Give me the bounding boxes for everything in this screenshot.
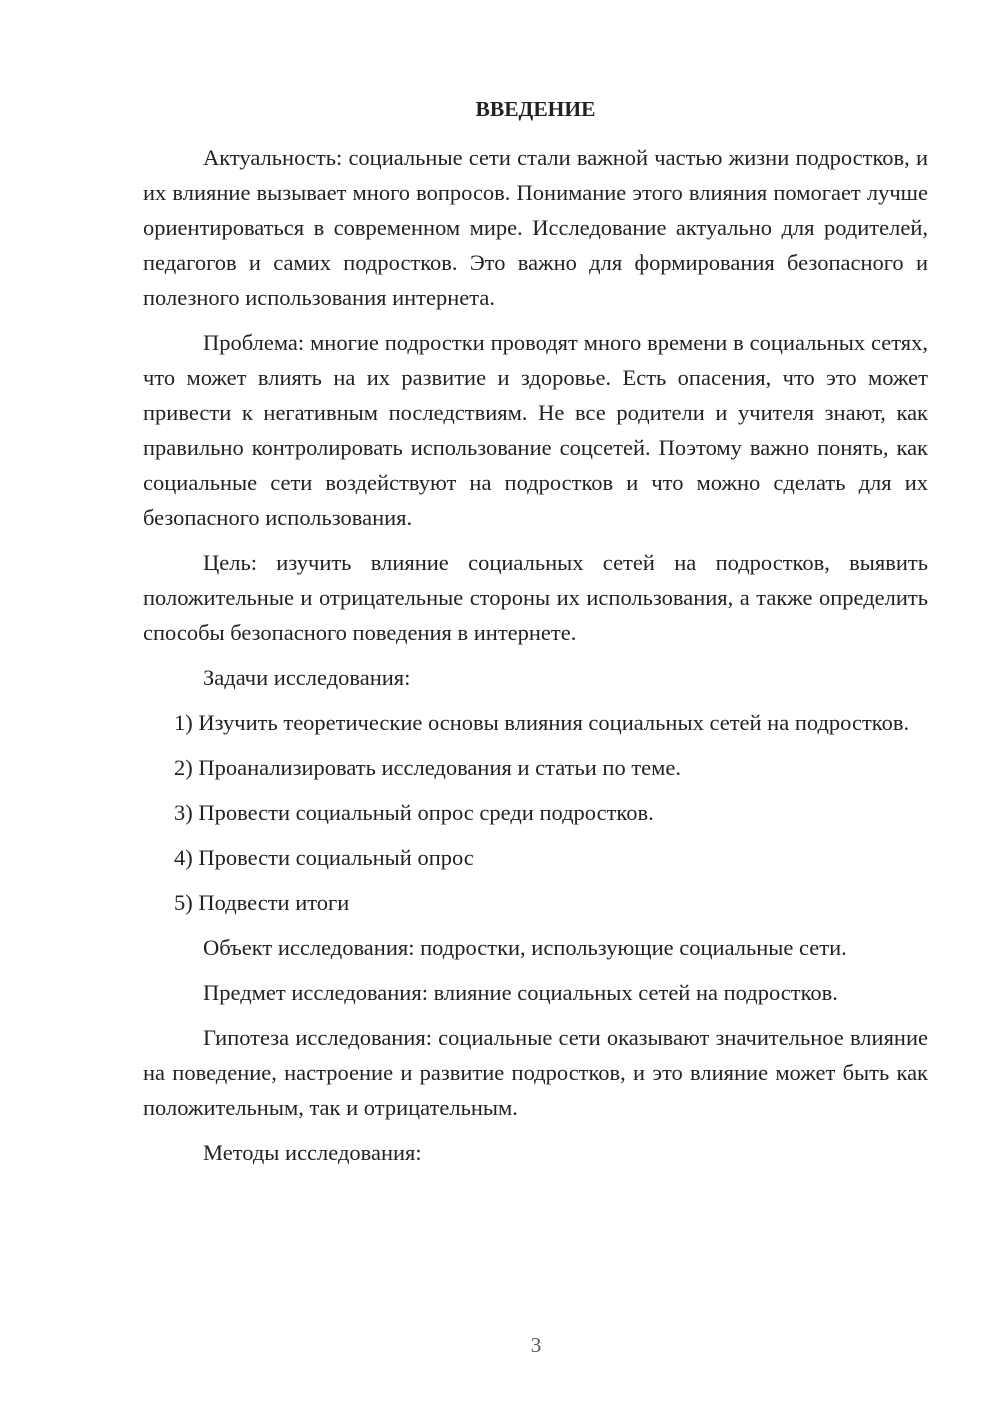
page-title: ВВЕДЕНИЕ <box>475 97 596 121</box>
task-item: 2) Проанализировать исследования и статьи по теме. <box>174 755 681 780</box>
methods-heading: Методы исследования: <box>203 1140 422 1165</box>
task-item: 5) Подвести итоги <box>174 890 350 915</box>
page-content <box>143 92 928 1180</box>
task-item: 3) Провести социальный опрос среди подростков. <box>174 800 654 825</box>
page-number: 3 <box>530 1333 542 1357</box>
subject-paragraph: Предмет исследования: влияние социальных сетей на подростков. <box>203 980 838 1005</box>
task-item: 1) Изучить теоретические основы влияния социальных сетей на подростков. <box>174 710 910 735</box>
relevance-paragraph: Актуальность: социальные сети стали важной частью жизни подростков, и их влияние вызывает много вопросов. Понимание этого влияния помогает лучше ориентироваться в современном мире. Исследование актуально для родителей, педагогов и самих подростков. Это важно для формирования безопасного и полезного использования интернета. <box>143 145 928 310</box>
problem-paragraph: Проблема: многие подростки проводят много времени в социальных сетях, что может влиять на их развитие и здоровье. Есть опасения, что это может привести к негативным последствиям. Не все родители и учителя знают, как правильно контролировать использование соцсетей. Поэтому важно понять, как социальные сети воздействуют на подростков и что можно сделать для их безопасного использования. <box>143 330 928 530</box>
hypothesis-paragraph: Гипотеза исследования: социальные сети оказывают значительное влияние на поведение, настроение и развитие подростков, и это влияние может быть как положительным, так и отрицательным. <box>143 1025 928 1120</box>
object-paragraph: Объект исследования: подростки, использующие социальные сети. <box>203 935 847 960</box>
goal-paragraph: Цель: изучить влияние социальных сетей на подростков, выявить положительные и отрицательные стороны их использования, а также определить способы безопасного поведения в интернете. <box>143 550 928 645</box>
tasks-heading: Задачи исследования: <box>203 665 411 690</box>
task-item: 4) Провести социальный опрос <box>174 845 474 870</box>
